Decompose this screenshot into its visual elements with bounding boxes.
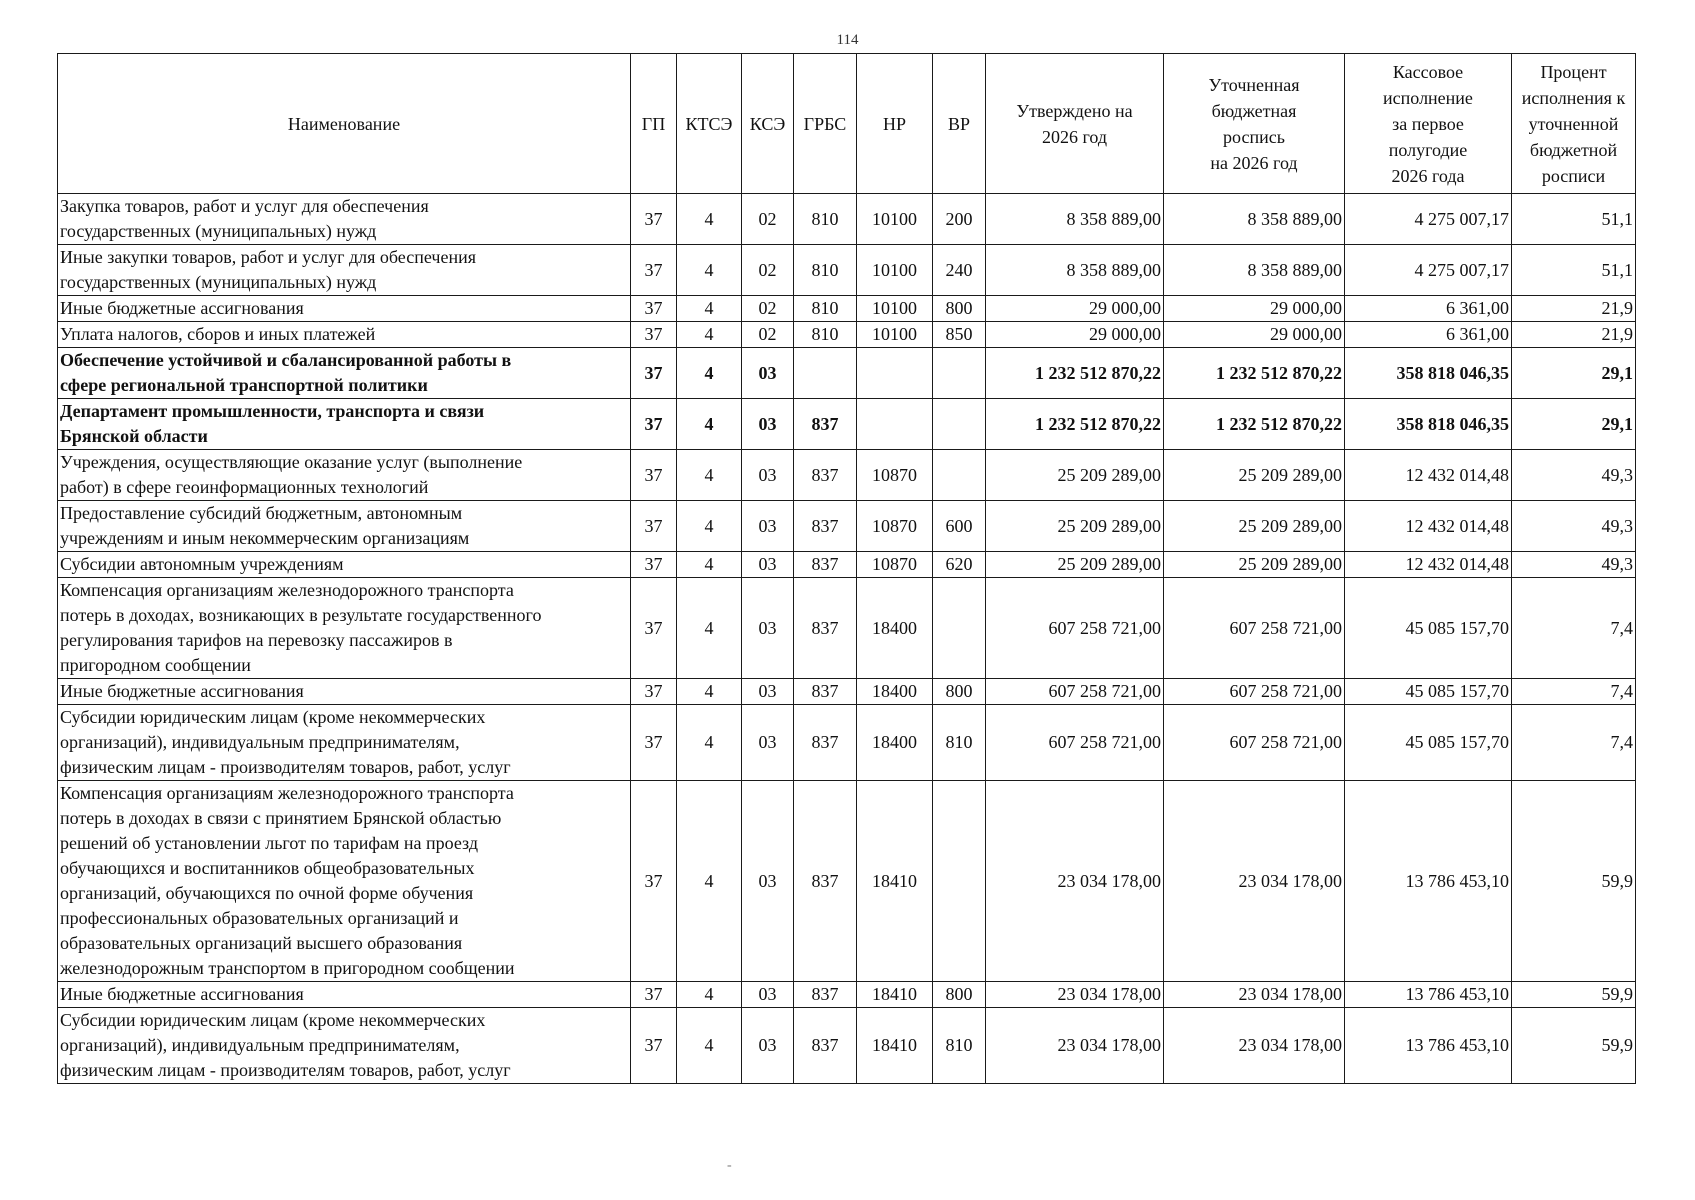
text-line: потерь в доходах, возникающих в результате государственного [60, 605, 542, 625]
cell-percent: 21,9 [1512, 296, 1636, 322]
cell-approved: 607 258 721,00 [986, 578, 1164, 679]
cell-vr: 810 [933, 705, 986, 781]
col-header-gp: ГП [631, 54, 677, 194]
cell-refined: 25 209 289,00 [1164, 450, 1345, 501]
cell-approved: 1 232 512 870,22 [986, 348, 1164, 399]
cell-vr: 800 [933, 982, 986, 1008]
cell-name [58, 348, 631, 399]
col-header-nr: НР [857, 54, 933, 194]
cell-cash: 13 786 453,10 [1345, 982, 1512, 1008]
cell-kse: 03 [742, 450, 794, 501]
cell-cash: 13 786 453,10 [1345, 781, 1512, 982]
cell-nr: 18400 [857, 578, 933, 679]
cell-name [58, 1008, 631, 1084]
text-line: железнодорожным транспортом в пригородном сообщении [60, 958, 515, 978]
cell-gp: 37 [631, 348, 677, 399]
text-line: пригородном сообщении [60, 655, 251, 675]
text-line: физическим лицам - производителям товаров, работ, услуг [60, 1060, 511, 1080]
cell-grbs: 837 [794, 1008, 857, 1084]
cell-refined: 607 258 721,00 [1164, 578, 1345, 679]
text-line: Уплата налогов, сборов и иных платежей [60, 324, 376, 344]
cell-ktse: 4 [677, 450, 742, 501]
text-line: Закупка товаров, работ и услуг для обеспечения [60, 196, 429, 216]
text-line: работ) в сфере геоинформационных технологий [60, 477, 429, 497]
cell-vr [933, 399, 986, 450]
col-header-vr: ВР [933, 54, 986, 194]
text-line: организаций, обучающихся по очной форме обучения [60, 883, 474, 903]
cell-gp: 37 [631, 450, 677, 501]
cell-approved: 25 209 289,00 [986, 552, 1164, 578]
cell-name [58, 194, 631, 245]
cell-nr: 18410 [857, 1008, 933, 1084]
cell-vr [933, 450, 986, 501]
cell-vr [933, 348, 986, 399]
cell-grbs: 837 [794, 578, 857, 679]
cell-percent: 51,1 [1512, 194, 1636, 245]
cell-percent: 7,4 [1512, 578, 1636, 679]
budget-table [57, 53, 1636, 1084]
table-row [58, 450, 1636, 501]
cell-name [58, 982, 631, 1008]
cell-ktse: 4 [677, 348, 742, 399]
cell-approved: 8 358 889,00 [986, 245, 1164, 296]
cell-kse: 03 [742, 781, 794, 982]
cell-nr: 10100 [857, 322, 933, 348]
cell-nr: 10100 [857, 245, 933, 296]
cell-percent: 59,9 [1512, 982, 1636, 1008]
col-header-grbs: ГРБС [794, 54, 857, 194]
cell-refined: 8 358 889,00 [1164, 245, 1345, 296]
cell-ktse: 4 [677, 679, 742, 705]
table-row [58, 348, 1636, 399]
cell-grbs [794, 348, 857, 399]
cell-kse: 03 [742, 982, 794, 1008]
text-line: государственных (муниципальных) нужд [60, 221, 377, 241]
cell-nr [857, 399, 933, 450]
text-line: Иные бюджетные ассигнования [60, 984, 304, 1004]
cell-nr: 10870 [857, 450, 933, 501]
cell-kse: 03 [742, 705, 794, 781]
cell-kse: 02 [742, 296, 794, 322]
table-row [58, 194, 1636, 245]
cell-name [58, 322, 631, 348]
text-line: решений об установлении льгот по тарифам на проезд [60, 833, 478, 853]
cell-kse: 03 [742, 1008, 794, 1084]
cell-kse: 03 [742, 578, 794, 679]
cell-ktse: 4 [677, 399, 742, 450]
cell-kse: 03 [742, 552, 794, 578]
text-line: исполнения к [1521, 87, 1626, 108]
text-line: Кассовое [1392, 61, 1464, 82]
cell-kse: 02 [742, 322, 794, 348]
cell-gp: 37 [631, 1008, 677, 1084]
cell-percent: 49,3 [1512, 501, 1636, 552]
table-row [58, 501, 1636, 552]
cell-percent: 59,9 [1512, 1008, 1636, 1084]
cell-cash: 12 432 014,48 [1345, 552, 1512, 578]
cell-vr: 810 [933, 1008, 986, 1084]
cell-kse: 02 [742, 245, 794, 296]
cell-percent: 49,3 [1512, 552, 1636, 578]
cell-gp: 37 [631, 552, 677, 578]
text-line: обучающихся и воспитанников общеобразовательных [60, 858, 475, 878]
text-line: Учреждения, осуществляющие оказание услуг (выполнение [60, 452, 523, 472]
cell-grbs: 837 [794, 552, 857, 578]
cell-gp: 37 [631, 578, 677, 679]
cell-ktse: 4 [677, 1008, 742, 1084]
table-row [58, 322, 1636, 348]
table-row [58, 552, 1636, 578]
col-header-kse: КСЭ [742, 54, 794, 194]
text-line: Департамент промышленности, транспорта и связи [60, 401, 485, 421]
text-line: Субсидии автономным учреждениям [60, 554, 344, 574]
text-line: бюджетной [1529, 139, 1618, 160]
cell-vr [933, 781, 986, 982]
col-header-refined [1164, 54, 1345, 194]
cell-vr: 600 [933, 501, 986, 552]
cell-refined: 23 034 178,00 [1164, 781, 1345, 982]
text-line: сфере региональной транспортной политики [60, 375, 428, 395]
cell-ktse: 4 [677, 552, 742, 578]
cell-name [58, 705, 631, 781]
table-body [58, 194, 1636, 1084]
cell-refined: 1 232 512 870,22 [1164, 348, 1345, 399]
cell-name [58, 450, 631, 501]
cell-grbs: 837 [794, 501, 857, 552]
text-line: Компенсация организациям железнодорожного транспорта [60, 580, 514, 600]
text-line: росписи [1541, 165, 1606, 186]
cell-name [58, 552, 631, 578]
cell-cash: 4 275 007,17 [1345, 245, 1512, 296]
cell-cash: 358 818 046,35 [1345, 399, 1512, 450]
cell-ktse: 4 [677, 578, 742, 679]
cell-grbs: 837 [794, 399, 857, 450]
cell-percent: 7,4 [1512, 705, 1636, 781]
text-line: бюджетная [1211, 100, 1297, 121]
cell-nr: 10100 [857, 194, 933, 245]
cell-grbs: 837 [794, 982, 857, 1008]
text-line: на 2026 год [1210, 152, 1298, 173]
cell-ktse: 4 [677, 322, 742, 348]
cell-refined: 25 209 289,00 [1164, 552, 1345, 578]
text-line: роспись [1223, 126, 1285, 147]
table-row [58, 982, 1636, 1008]
text-line: 2026 года [1391, 165, 1465, 186]
cell-cash: 4 275 007,17 [1345, 194, 1512, 245]
cell-percent: 7,4 [1512, 679, 1636, 705]
cell-approved: 25 209 289,00 [986, 450, 1164, 501]
cell-vr: 240 [933, 245, 986, 296]
cell-kse: 03 [742, 399, 794, 450]
cell-nr: 18410 [857, 781, 933, 982]
cell-cash: 6 361,00 [1345, 322, 1512, 348]
cell-name [58, 679, 631, 705]
text-line: учреждениям и иным некоммерческим организациям [60, 528, 470, 548]
cell-grbs: 837 [794, 450, 857, 501]
text-line: Предоставление субсидий бюджетным, автономным [60, 503, 463, 523]
cell-percent: 29,1 [1512, 348, 1636, 399]
text-line: профессиональных образовательных организаций и [60, 908, 459, 928]
cell-percent: 51,1 [1512, 245, 1636, 296]
col-header-ktse: КТСЭ [677, 54, 742, 194]
col-header-cash [1345, 54, 1512, 194]
cell-gp: 37 [631, 781, 677, 982]
cell-approved: 29 000,00 [986, 322, 1164, 348]
text-line: Брянской области [60, 426, 208, 446]
cell-approved: 8 358 889,00 [986, 194, 1164, 245]
table-row [58, 245, 1636, 296]
cell-ktse: 4 [677, 781, 742, 982]
cell-cash: 13 786 453,10 [1345, 1008, 1512, 1084]
cell-grbs: 837 [794, 781, 857, 982]
cell-approved: 607 258 721,00 [986, 705, 1164, 781]
cell-refined: 29 000,00 [1164, 296, 1345, 322]
cell-cash: 358 818 046,35 [1345, 348, 1512, 399]
cell-vr [933, 578, 986, 679]
cell-cash: 12 432 014,48 [1345, 501, 1512, 552]
cell-approved: 23 034 178,00 [986, 1008, 1164, 1084]
col-header-percent [1512, 54, 1636, 194]
cell-kse: 03 [742, 679, 794, 705]
cell-percent: 29,1 [1512, 399, 1636, 450]
table-row [58, 705, 1636, 781]
text-line: Обеспечение устойчивой и сбалансированной работы в [60, 350, 512, 370]
cell-vr: 620 [933, 552, 986, 578]
cell-refined: 607 258 721,00 [1164, 705, 1345, 781]
cell-refined: 23 034 178,00 [1164, 982, 1345, 1008]
cell-refined: 23 034 178,00 [1164, 1008, 1345, 1084]
cell-gp: 37 [631, 245, 677, 296]
cell-refined: 607 258 721,00 [1164, 679, 1345, 705]
cell-vr: 800 [933, 296, 986, 322]
cell-ktse: 4 [677, 705, 742, 781]
text-line: Компенсация организациям железнодорожного транспорта [60, 783, 514, 803]
text-line: организаций), индивидуальным предпринимателям, [60, 732, 460, 752]
cell-cash: 45 085 157,70 [1345, 578, 1512, 679]
cell-nr [857, 348, 933, 399]
cell-gp: 37 [631, 194, 677, 245]
table-row [58, 296, 1636, 322]
cell-ktse: 4 [677, 296, 742, 322]
cell-ktse: 4 [677, 501, 742, 552]
cell-gp: 37 [631, 982, 677, 1008]
cell-approved: 29 000,00 [986, 296, 1164, 322]
cell-grbs: 810 [794, 322, 857, 348]
cell-approved: 607 258 721,00 [986, 679, 1164, 705]
page-number: 114 [836, 32, 859, 48]
text-line: Процент [1540, 61, 1607, 82]
cell-approved: 25 209 289,00 [986, 501, 1164, 552]
cell-name [58, 245, 631, 296]
cell-name [58, 399, 631, 450]
cell-ktse: 4 [677, 982, 742, 1008]
cell-refined: 25 209 289,00 [1164, 501, 1345, 552]
cell-kse: 03 [742, 348, 794, 399]
table-row [58, 781, 1636, 982]
cell-gp: 37 [631, 322, 677, 348]
cell-gp: 37 [631, 399, 677, 450]
cell-grbs: 810 [794, 296, 857, 322]
cell-percent: 21,9 [1512, 322, 1636, 348]
cell-gp: 37 [631, 679, 677, 705]
cell-nr: 18400 [857, 705, 933, 781]
col-header-approved [986, 54, 1164, 194]
text-line: уточненной [1528, 113, 1619, 134]
scan-mark: - [727, 1158, 732, 1173]
cell-grbs: 837 [794, 679, 857, 705]
cell-gp: 37 [631, 501, 677, 552]
text-line: государственных (муниципальных) нужд [60, 272, 377, 292]
cell-gp: 37 [631, 705, 677, 781]
cell-grbs: 810 [794, 245, 857, 296]
cell-grbs: 810 [794, 194, 857, 245]
table-row [58, 578, 1636, 679]
cell-kse: 03 [742, 501, 794, 552]
table-row [58, 1008, 1636, 1084]
cell-nr: 10870 [857, 501, 933, 552]
text-line: физическим лицам - производителям товаров, работ, услуг [60, 757, 511, 777]
header-row [58, 54, 1636, 194]
cell-name [58, 296, 631, 322]
cell-vr: 850 [933, 322, 986, 348]
cell-vr: 800 [933, 679, 986, 705]
cell-grbs: 837 [794, 705, 857, 781]
col-header-name: Наименование [58, 54, 631, 194]
cell-refined: 1 232 512 870,22 [1164, 399, 1345, 450]
cell-percent: 49,3 [1512, 450, 1636, 501]
cell-name [58, 578, 631, 679]
cell-nr: 18410 [857, 982, 933, 1008]
text-line: организаций), индивидуальным предпринимателям, [60, 1035, 460, 1055]
cell-vr: 200 [933, 194, 986, 245]
text-line: 2026 год [1041, 126, 1108, 147]
cell-cash: 12 432 014,48 [1345, 450, 1512, 501]
text-line: Иные бюджетные ассигнования [60, 681, 304, 701]
cell-kse: 02 [742, 194, 794, 245]
cell-name [58, 501, 631, 552]
text-line: Утверждено на [1016, 100, 1133, 121]
cell-percent: 59,9 [1512, 781, 1636, 982]
text-line: Иные закупки товаров, работ и услуг для обеспечения [60, 247, 476, 267]
cell-ktse: 4 [677, 245, 742, 296]
text-line: Уточненная [1208, 74, 1300, 95]
text-line: полугодие [1388, 139, 1468, 160]
text-line: за первое [1392, 113, 1464, 134]
cell-nr: 18400 [857, 679, 933, 705]
cell-cash: 45 085 157,70 [1345, 679, 1512, 705]
text-line: образовательных организаций высшего образования [60, 933, 463, 953]
table-row [58, 679, 1636, 705]
cell-nr: 10870 [857, 552, 933, 578]
cell-approved: 23 034 178,00 [986, 982, 1164, 1008]
cell-approved: 1 232 512 870,22 [986, 399, 1164, 450]
cell-refined: 29 000,00 [1164, 322, 1345, 348]
cell-cash: 45 085 157,70 [1345, 705, 1512, 781]
cell-approved: 23 034 178,00 [986, 781, 1164, 982]
text-line: регулирования тарифов на перевозку пассажиров в [60, 630, 453, 650]
table-row [58, 399, 1636, 450]
cell-nr: 10100 [857, 296, 933, 322]
cell-cash: 6 361,00 [1345, 296, 1512, 322]
text-line: потерь в доходах в связи с принятием Брянской областью [60, 808, 502, 828]
cell-refined: 8 358 889,00 [1164, 194, 1345, 245]
text-line: Субсидии юридическим лицам (кроме некоммерческих [60, 707, 486, 727]
cell-name [58, 781, 631, 982]
text-line: исполнение [1383, 87, 1473, 108]
text-line: Иные бюджетные ассигнования [60, 298, 304, 318]
cell-ktse: 4 [677, 194, 742, 245]
text-line: Субсидии юридическим лицам (кроме некоммерческих [60, 1010, 486, 1030]
cell-gp: 37 [631, 296, 677, 322]
